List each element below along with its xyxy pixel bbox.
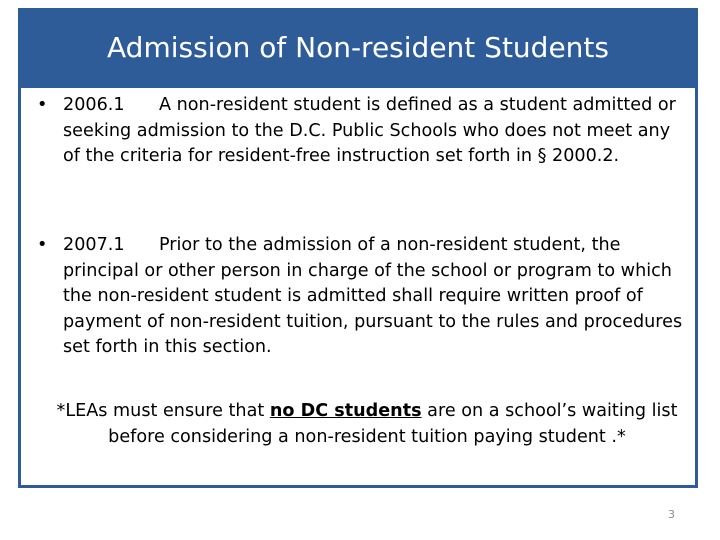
bullet-item-2006-1 bbox=[35, 93, 685, 170]
bullet-row bbox=[35, 233, 685, 361]
slide-frame bbox=[18, 8, 698, 488]
note-text-after: are on a school’s waiting list before considering a non-resident tuition paying student .* bbox=[108, 401, 678, 447]
lea-note bbox=[47, 398, 687, 450]
bullet-marker: • bbox=[37, 95, 48, 115]
section-number: 2007.1 bbox=[63, 235, 125, 255]
note-emphasis: no DC students bbox=[269, 401, 422, 421]
bullet-row bbox=[35, 93, 685, 170]
bullet-marker: • bbox=[37, 235, 48, 255]
note-text-before: *LEAs must ensure that bbox=[56, 401, 270, 421]
bullet-body bbox=[63, 93, 685, 170]
title-bar bbox=[21, 11, 695, 88]
page-number: 3 bbox=[668, 508, 675, 521]
bullet-text: Prior to the admission of a non-resident student, the principal or other person in charge of the school or program to which the non-resident student is admitted shall require written proof of payment of non-resident tuition, pursuant to the rules and procedures set forth in this section. bbox=[63, 235, 683, 357]
bullet-text: A non-resident student is defined as a student admitted or seeking admission to the D.C. Public Schools who does not meet any of the criteria for resident-free instruction set forth in § 2000.2. bbox=[63, 95, 676, 166]
bullet-body bbox=[63, 233, 685, 361]
bullet-item-2007-1 bbox=[35, 233, 685, 361]
slide-title: Admission of Non-resident Students bbox=[107, 31, 609, 64]
section-number: 2006.1 bbox=[63, 95, 125, 115]
